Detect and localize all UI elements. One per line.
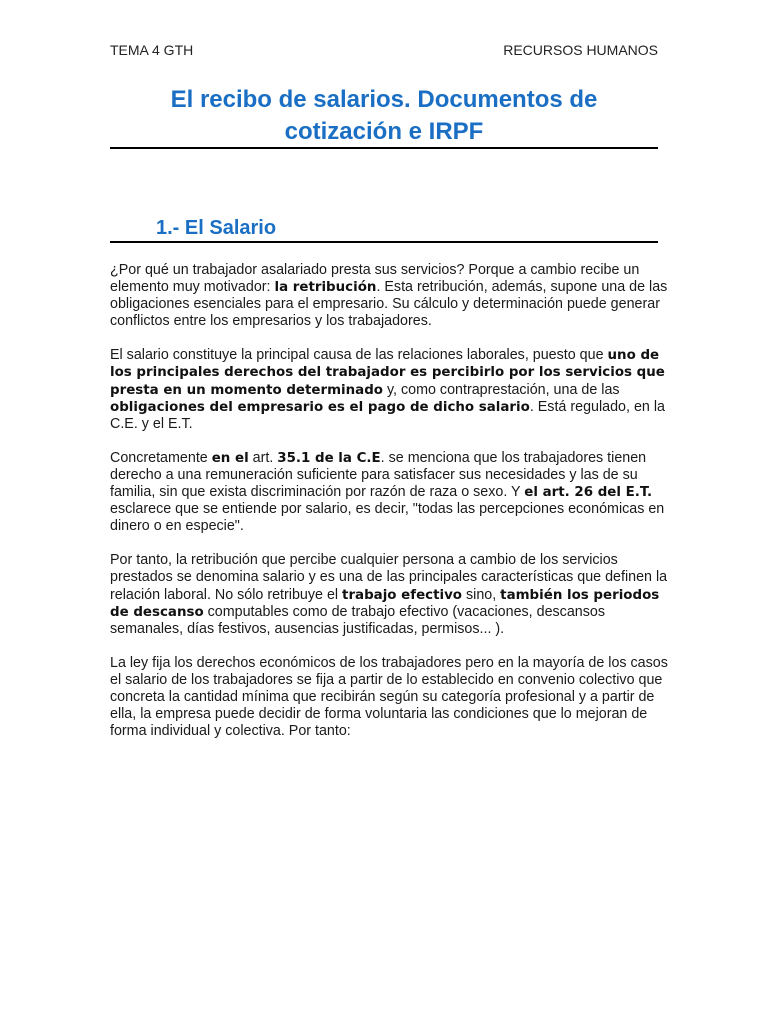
text-run: sino, xyxy=(462,586,501,603)
header-topic: TEMA 4 GTH xyxy=(110,42,194,58)
paragraph xyxy=(110,347,670,432)
document-title-line-2: cotización e IRPF xyxy=(284,118,484,145)
text-run: y, como contraprestación, una de las xyxy=(382,381,620,398)
text-run: ¿Por qué un trabajador asalariado presta sus servicios? Porque a cambio recibe un elemento muy motivador: xyxy=(110,262,640,296)
bold-text: trabajo efectivo xyxy=(342,587,463,603)
body-text xyxy=(110,262,670,757)
bold-text: la retribución xyxy=(274,280,377,296)
bold-text: también los periodos de descanso xyxy=(110,587,660,620)
title-divider xyxy=(110,147,658,149)
paragraph xyxy=(110,552,670,637)
page-header xyxy=(110,42,658,62)
text-run: El salario constituye la principal causa de las relaciones laborales, puesto que xyxy=(110,347,608,364)
text-run: computables como de trabajo efectivo (vacaciones, descansos semanales, días festivos, ausencias justificadas, permisos... ). xyxy=(110,603,605,637)
bold-text: 35.1 de la C.E xyxy=(277,450,381,466)
document-title-line-1: El recibo de salarios. Documentos de xyxy=(170,86,598,113)
section-heading: 1.- El Salario xyxy=(156,217,277,239)
text-run: esclarece que se entiende por salario, es decir, "todas las percepciones económicas en dinero o en especie". xyxy=(110,501,665,535)
document-title xyxy=(110,84,658,148)
bold-text: obligaciones del empresario es el pago de dicho salario xyxy=(110,399,530,415)
text-run: . se menciona que los trabajadores tienen derecho a una remuneración suficiente para satisfacer sus necesidades y las de su familia, sin que exista discriminación por razón de raza o sexo. Y xyxy=(110,449,647,501)
bold-text: el art. 26 del E.T. xyxy=(524,485,653,501)
text-run: Por tanto, la retribución que percibe cualquier persona a cambio de los servicios prestados se denomina salario y es una de las principales características que definen la relación laboral. No sólo retribuye el xyxy=(110,552,668,603)
paragraph xyxy=(110,262,670,330)
paragraph xyxy=(110,450,670,535)
bold-text: uno de los principales derechos del trabajador es percibirlo por los servicios que presta en un momento determinado xyxy=(110,348,665,398)
text-run: . Está regulado, en la C.E. y el E.T. xyxy=(110,398,665,432)
section-divider xyxy=(110,241,658,243)
text-run: Concretamente xyxy=(110,449,212,466)
bold-text: en el xyxy=(211,450,249,466)
header-subject: RECURSOS HUMANOS xyxy=(503,42,658,58)
paragraph xyxy=(110,655,670,740)
text-run: art. xyxy=(248,449,278,466)
text-run: La ley fija los derechos económicos de los trabajadores pero en la mayoría de los casos el salario de los trabajadores se fija a partir de lo establecido en convenio colectivo que concreta la cantidad mínima que recibirán según su categoría profesional y a partir de ella, la empresa puede decidir de forma voluntaria las condiciones que lo mejoran de forma individual y colectiva. Por tanto: xyxy=(110,654,668,740)
text-run: . Esta retribución, además, supone una de las obligaciones esenciales para el empresario. Su cálculo y determinación puede generar conflictos entre los empresarios y los trabajadores. xyxy=(110,279,668,330)
